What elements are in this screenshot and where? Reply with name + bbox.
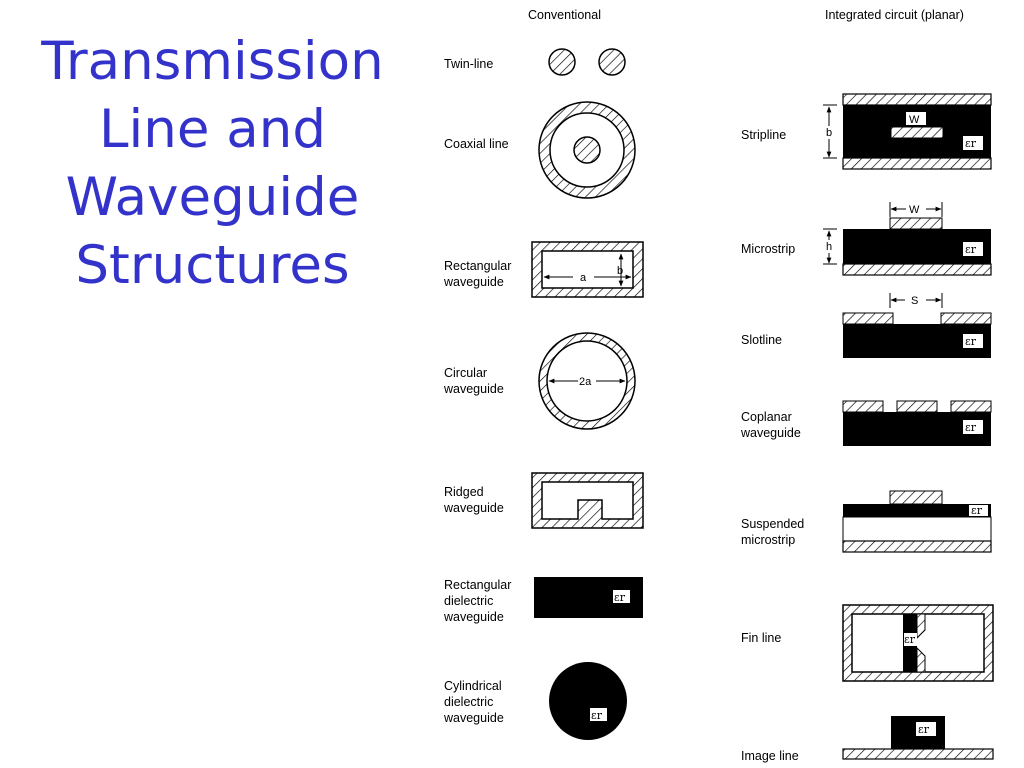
- microstrip-figure: [823, 202, 991, 275]
- rectangular-waveguide-figure: [532, 242, 643, 297]
- eps-cyl-dielectric: εr: [591, 709, 602, 722]
- ridged-waveguide-label: Ridged waveguide: [444, 485, 504, 515]
- coaxial-line-figure: [539, 102, 635, 198]
- cylindrical-dielectric-figure: [549, 662, 627, 740]
- title-line-4: Structures: [75, 235, 350, 296]
- title-line-2: Line and: [98, 99, 326, 160]
- dim-stripline-b: b: [826, 127, 833, 139]
- dim-slotline-s: S: [911, 295, 919, 307]
- image-line-label: Image line: [741, 749, 799, 763]
- coplanar-waveguide-label: Coplanar waveguide: [741, 410, 801, 440]
- fin-line-figure: [843, 605, 993, 681]
- rectangular-dielectric-label: Rectangular dielectric waveguide: [444, 578, 512, 624]
- twin-line-label: Twin-line: [444, 57, 494, 71]
- eps-coplanar: εr: [965, 421, 976, 434]
- eps-rect-dielectric: εr: [614, 591, 625, 604]
- eps-stripline: εr: [965, 137, 976, 150]
- header-conventional: Conventional: [528, 8, 601, 22]
- ridged-waveguide-figure: [532, 473, 643, 528]
- stripline-label: Stripline: [741, 128, 787, 142]
- coaxial-line-label: Coaxial line: [444, 137, 509, 151]
- eps-suspended: εr: [971, 504, 982, 517]
- dim-microstrip-w: W: [909, 204, 920, 216]
- microstrip-label: Microstrip: [741, 242, 796, 256]
- rectangular-dielectric-figure: [534, 577, 643, 618]
- slotline-label: Slotline: [741, 333, 782, 347]
- eps-imageline: εr: [918, 723, 929, 736]
- twin-line-figure: [549, 49, 625, 75]
- dim-microstrip-h: h: [826, 241, 833, 253]
- title-line-3: Waveguide: [65, 167, 360, 228]
- eps-finline: εr: [904, 633, 915, 646]
- rectangular-waveguide-label: Rectangular waveguide: [444, 259, 512, 289]
- circular-waveguide-label: Circular waveguide: [444, 366, 504, 396]
- dim-a: a: [580, 272, 587, 284]
- dim-2a: 2a: [579, 376, 592, 388]
- suspended-microstrip-figure: [843, 491, 991, 552]
- title-line-1: Transmission: [41, 31, 384, 92]
- eps-microstrip: εr: [965, 243, 976, 256]
- stripline-figure: [823, 94, 991, 169]
- cylindrical-dielectric-label: Cylindrical dielectric waveguide: [444, 679, 504, 725]
- eps-slotline: εr: [965, 335, 976, 348]
- dim-b: b: [617, 265, 624, 277]
- header-planar: Integrated circuit (planar): [825, 8, 964, 22]
- fin-line-label: Fin line: [741, 631, 782, 645]
- dim-stripline-w: W: [909, 114, 920, 126]
- suspended-microstrip-label: Suspended microstrip: [741, 517, 805, 547]
